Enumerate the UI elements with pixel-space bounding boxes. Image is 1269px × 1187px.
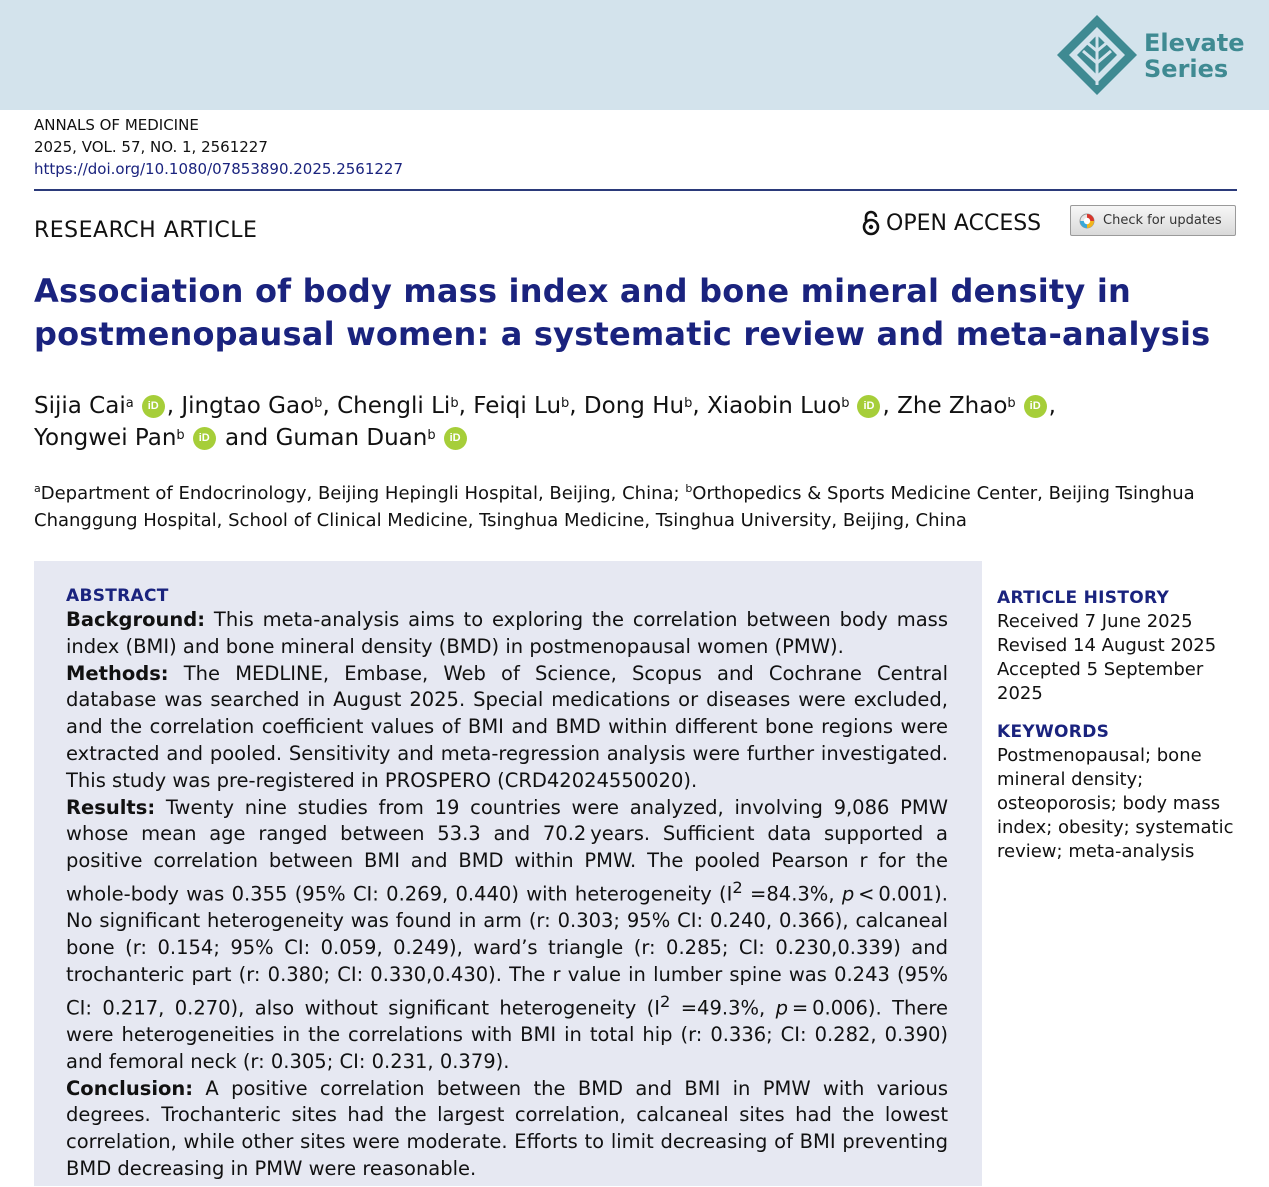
keywords-heading: KEYWORDS xyxy=(997,722,1110,742)
open-access-badge xyxy=(862,210,1041,236)
open-lock-icon xyxy=(862,210,880,236)
orcid-icon[interactable]: iD xyxy=(193,427,216,450)
history-heading: ARTICLE HISTORY xyxy=(997,588,1170,608)
journal-info xyxy=(34,114,403,180)
article-type: RESEARCH ARTICLE xyxy=(34,218,258,243)
abstract-background: Background: This meta-analysis aims to exploring the correlation between body mass index (BMI) and bone mineral density (BMD) in postmenopausal women (PMW). xyxy=(66,608,948,658)
methods-label: Methods: xyxy=(66,661,169,685)
orcid-icon[interactable]: iD xyxy=(142,395,165,418)
author-name: Guman Duan xyxy=(275,425,428,451)
journal-volume: 2025, VOL. 57, NO. 1, 2561227 xyxy=(34,138,268,156)
open-access-label: OPEN ACCESS xyxy=(886,210,1042,236)
author-affil-sup: b xyxy=(427,428,436,443)
author-list xyxy=(34,390,1244,454)
history-received: Received 7 June 2025 xyxy=(997,611,1193,632)
affiliations xyxy=(34,475,1237,534)
author-name: Zhe Zhao xyxy=(897,393,1008,419)
article-title: Association of body mass index and bone mineral density in postmenopausal women: a systematic review and meta-analysis xyxy=(34,272,1211,353)
journal-name: ANNALS OF MEDICINE xyxy=(34,116,199,134)
author-separator: , xyxy=(458,393,474,419)
background-label: Background: xyxy=(66,608,206,631)
article-sidebar xyxy=(997,588,1257,864)
affil-b: Orthopedics & Sports Medicine Center, Beijing Tsinghua Changgung Hospital, School of Clinical Medicine, Tsinghua Medicine, Tsinghua University, Beijing, China xyxy=(34,483,1195,531)
author-name: Xiaobin Luo xyxy=(706,393,842,419)
author-affil-sup: b xyxy=(450,396,459,411)
affil-b-sup: b xyxy=(685,482,693,495)
author-name: Chengli Li xyxy=(337,393,451,419)
orcid-icon[interactable]: iD xyxy=(1024,395,1047,418)
author-separator: , xyxy=(882,393,898,419)
abstract-heading: ABSTRACT xyxy=(66,586,169,606)
abstract-methods: Methods: The MEDLINE, Embase, Web of Science, Scopus and Cochrane Central database was searched in August 2025. Special medications or diseases were excluded, and the correlation coefficient values of BMI and BMD within different bone regions were extracted and pooled. Sensitivity and meta-regression analysis were further investigated. This study was pre-registered in PROSPERO (CRD42024550020). xyxy=(66,661,948,792)
orcid-icon[interactable]: iD xyxy=(857,395,880,418)
author-separator: , xyxy=(569,393,584,419)
author-name: Yongwei Pan xyxy=(34,425,177,451)
brand-line2: Series xyxy=(1144,55,1229,83)
brand-name xyxy=(1144,30,1245,82)
author-separator: , xyxy=(322,393,338,419)
author-separator: , xyxy=(166,393,182,419)
abstract-box xyxy=(34,561,982,1186)
abstract-results: Results: Twenty nine studies from 19 countries were analyzed, involving 9,086 PMW whose mean age ranged between 53.3 and 70.2 years. Sufficient data supported a positive correlation between BMI and BMD within PMW. The pooled Pearson r for the whole-body was 0.355 (95% CI: 0.269, 0.440) with heterogeneity ($I^2 =84.3\%$, p < 0.001). No significant heterogeneity was found in arm (r: 0.303; 95% CI: 0.240, 0.366), calcaneal bone (r: 0.154; 95% CI: 0.059, 0.249), ward’s triangle (r: 0.285; CI: 0.230,0.339) and trochanteric part (r: 0.380; CI: 0.330,0.430). The r value in lumber spine was 0.243 (95% CI: 0.217, 0.270), also without significant heterogeneity ($I^2 =49.3\%$, p = 0.006). There were heterogeneities in the correlations with BMI in total hip (r: 0.336; CI: 0.282, 0.390) and femoral neck (r: 0.305; CI: 0.231, 0.379). xyxy=(66,795,948,1073)
doi-link[interactable]: https://doi.org/10.1080/07853890.2025.2561227 xyxy=(34,160,404,178)
keywords-text: Postmenopausal; bone mineral density; osteoporosis; body mass index; obesity; systematic review; meta-analysis xyxy=(997,745,1234,862)
author-affil-sup: b xyxy=(684,396,693,411)
header-divider xyxy=(34,189,1237,191)
author-separator: , xyxy=(692,393,707,419)
brand-line1: Elevate xyxy=(1144,29,1245,57)
author-name: Jingtao Gao xyxy=(181,393,315,419)
orcid-icon[interactable]: iD xyxy=(444,427,467,450)
results-label: Results: xyxy=(66,795,156,819)
author-name: Feiqi Lu xyxy=(473,393,562,419)
check-for-updates-button[interactable] xyxy=(1070,205,1236,236)
author-affil-sup: b xyxy=(176,428,185,443)
affil-a: Department of Endocrinology, Beijing Hepingli Hospital, Beijing, China; xyxy=(40,483,686,504)
crossmark-icon xyxy=(1079,213,1095,229)
author-affil-sup: b xyxy=(314,396,323,411)
history-revised: Revised 14 August 2025 xyxy=(997,635,1217,656)
author-name: Dong Hu xyxy=(583,393,685,419)
author-affil-sup: b xyxy=(561,396,570,411)
author-name: Sijia Cai xyxy=(34,393,126,419)
affil-a-sup: a xyxy=(34,482,41,495)
author-affil-sup: a xyxy=(125,396,134,411)
check-for-updates-label: Check for updates xyxy=(1103,213,1222,228)
author-separator: , xyxy=(1048,393,1056,419)
conclusion-label: Conclusion: xyxy=(66,1076,194,1100)
history-accepted: Accepted 5 September 2025 xyxy=(997,659,1204,704)
author-affil-sup: b xyxy=(841,396,850,411)
abstract-conclusion: Conclusion: A positive correlation between the BMD and BMI in PMW with various degrees. Trochanteric sites had the largest correlation, calcaneal sites had the lowest correlation, while other sites were moderate. Efforts to limit decreasing of BMI preventing BMD decreasing in PMW were reasonable. xyxy=(66,1076,948,1180)
author-separator: and xyxy=(217,425,276,451)
author-affil-sup: b xyxy=(1007,396,1016,411)
